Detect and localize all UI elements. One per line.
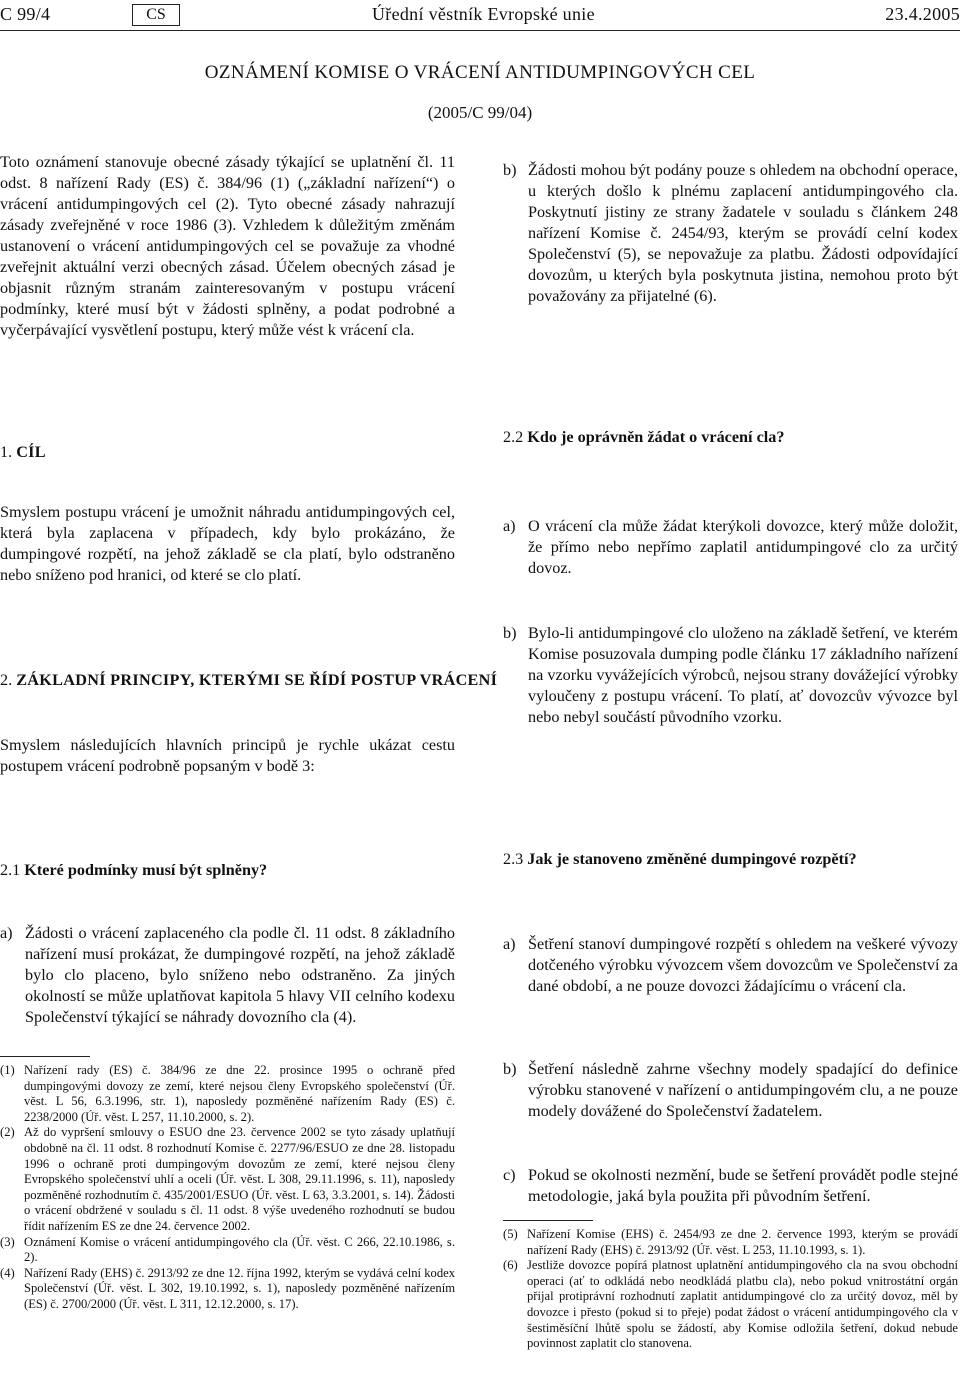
section-2-text: Smyslem následujících hlavních principů je rychle ukázat cestu postupem vrácení podrobně popsaným v bodě 3: [0, 736, 455, 775]
s23-a-label: a) [503, 935, 516, 953]
s21-item-a [0, 923, 455, 1028]
footnote-text: Oznámení Komise o vrácení antidumpingového cla (Úř. věst. C 266, 22.10.1986, s. 2). [24, 1234, 455, 1265]
s22-a-text: O vrácení cla může žádat kterýkoli dovozce, který může doložit, že přímo nebo nepřímo zaplatil antidumpingové clo za určitý dovoz. [528, 517, 958, 577]
section-1-heading [0, 443, 46, 462]
s22-b-text: Bylo-li antidumpingové clo uloženo na základě šetření, ve kterém Komise posuzovala dumping podle článku 17 základního nařízení na vzorku vyvážejících výrobců, nejsou strany dovážející výrobky vyloučeny z postupu vrácení. To platí, ať dovozcův vývozce byl nebo nebyl součástí původního vzorku. [528, 624, 958, 726]
footnote-text: Nařízení rady (ES) č. 384/96 ze dne 22. prosince 1995 o ochraně před dumpingovými dovozy ze zemí, které nejsou členy Evropského společenství (Úř. věst. L 56, 6.3.1996, str. 1), naposledy pozměněné nařízením Rady (ES) č. 2238/2000 (Úř. věst. L 257, 11.10.2000, s. 2). [24, 1063, 455, 1124]
s23-b-label: b) [503, 1060, 517, 1078]
footnote-number: (1) [0, 1063, 15, 1077]
s21-b-label: b) [503, 161, 517, 179]
s23-a-text: Šetření stanoví dumpingové rozpětí s ohledem na veškeré vývozy dotčeného výrobku vývozcem všem dovozcům ve Společenství za dané období, a ne pouze dovozci žádajícímu o vrácení cla. [528, 935, 958, 995]
footnote-number: (5) [503, 1227, 518, 1241]
section-23-number: 2.3 [503, 850, 524, 868]
s21-a-label: a) [0, 924, 13, 942]
section-1-number: 1. [0, 443, 13, 461]
section-1-body [0, 502, 455, 586]
s23-item-a [503, 934, 958, 997]
footnote-number: (4) [0, 1265, 15, 1280]
s21-a-text: Žádosti o vrácení zaplaceného cla podle čl. 11 odst. 8 základního nařízení musí prokázat, že dumpingové rozpětí, na jehož základě bylo clo placeno, bylo sníženo nebo odstraněno. Za jiných okolností se může uplatňovat kapitola 5 hlavy VII celního kodexu Společenství týkající se náhrady dovozního cla (4). [25, 924, 455, 1026]
section-23-heading [503, 850, 857, 869]
footnote-number: (2) [0, 1125, 15, 1140]
footnote-rule-right [503, 1220, 593, 1221]
footnote-rule-left [0, 1056, 90, 1057]
section-2-body [0, 735, 455, 777]
notice-title: OZNÁMENÍ KOMISE O VRÁCENÍ ANTIDUMPINGOVÝCH CEL [204, 62, 756, 83]
s21-b-text: Žádosti mohou být podány pouze s ohledem na obchodní operace, u kterých došlo k plnému zaplacení antidumpingového cla. Poskytnutí jistiny ze strany žadatele v souladu s článkem 248 nařízení Komise č. 2454/93, kterým se provádí celní kodex Společenství (5), se nepovažuje za platbu. Žádosti odpovídající dovozům, u kterých byla poskytnuta jistina, nemohou proto být považovány za přijatelné (6). [528, 161, 958, 305]
footnote-text: Jestliže dovozce popírá platnost uplatnění antidumpingového cla na svou obchodní operaci (ať to odkládá nebo neodkládá platbu cla), nebo pokud vnitrostátní orgán přijal protiprávní rozhodnutí zaplatit antidumpingové clo za určitý dovoz, měl by dovozce i přesto (pokud si to přeje) podat žádost o vrácení antidumpingového cla v šestiměsíční lhůtě spolu se žádostí, aby Komise odložila šetření, dokud nebude povinnost zaplatit clo stanovena. [527, 1258, 958, 1351]
s22-b-label: b) [503, 624, 517, 642]
footnote-text: Až do vypršení smlouvy o ESUO dne 23. července 2002 se tyto zásady uplatňují obdobně na čl. 11 odst. 8 rozhodnutí Komise č. 2277/96/ESUO ze dne 28. listopadu 1996 o ochraně proti dumpingovým dovozům ze zemí, které nejsou členy Evropského společenství uhlí a oceli (Úř. věst. L 308, 29.11.1996, s. 11), naposledy pozměněné rozhodnutím č. 435/2001/ESUO (Úř. věst. L 63, 3.3.2001, s. 14). Žádosti o vrácení obdržené v souladu s čl. 11 odst. 8 výše uvedeného rozhodnutí se budou řídit nařízením ES ze dne 24. července 2002. [24, 1125, 455, 1233]
s23-item-c [503, 1165, 958, 1207]
s23-b-text: Šetření následně zahrne všechny modely spadající do definice výrobku stanovené v nařízení o antidumpingovém clu, a ne pouze modely dovážené do Společenství žadatelem. [528, 1060, 958, 1120]
notice-reference: (2005/C 99/04) [427, 103, 533, 122]
s23-c-label: c) [503, 1166, 516, 1184]
s22-item-b [503, 623, 958, 728]
s22-a-label: a) [503, 517, 516, 535]
section-22-heading [503, 428, 784, 447]
section-2-number: 2. [0, 671, 13, 689]
footnote [0, 1125, 455, 1234]
section-21-title: Které podmínky musí být splněny? [24, 861, 268, 879]
section-22-title: Kdo je oprávněn žádat o vrácení cla? [527, 428, 785, 446]
header-rule [0, 30, 960, 31]
footnote-text: Nařízení Komise (EHS) č. 2454/93 ze dne 2. července 1993, kterým se provádí nařízení Rady (EHS) č. 2913/92 (Úř. věst. L 253, 11.10.1993, s. 1). [527, 1227, 958, 1257]
footnotes-right [503, 1227, 958, 1352]
section-2-heading [0, 671, 497, 690]
footnote-number: (3) [0, 1234, 15, 1249]
s23-c-text: Pokud se okolnosti nezmění, bude se šetření provádět podle stejné metodologie, jaká byla použita při původním šetření. [528, 1166, 958, 1205]
section-21-number: 2.1 [0, 861, 21, 879]
section-22-number: 2.2 [503, 428, 524, 446]
issue-date: 23.4.2005 [885, 4, 960, 24]
section-1-title: CÍL [16, 443, 46, 461]
s22-item-a [503, 516, 958, 579]
language-badge: CS [132, 4, 180, 26]
section-1-text: Smyslem postupu vrácení je umožnit náhradu antidumpingových cel, která byla zaplacena v případech, kdy bylo prokázáno, že dumpingové rozpětí, na jehož základě se cla platí, bylo odstraněno nebo sníženo pod hranici, od které se clo platí. [0, 503, 455, 584]
footnote [0, 1266, 455, 1313]
s23-item-b [503, 1059, 958, 1122]
footnotes-left [0, 1063, 455, 1313]
footnote [0, 1063, 455, 1125]
journal-name: Úřední věstník Evropské unie [372, 4, 595, 24]
footnote [0, 1235, 455, 1266]
section-21-heading [0, 861, 267, 880]
intro-paragraph [0, 152, 455, 341]
section-23-title: Jak je stanoveno změněné dumpingové rozpětí? [527, 850, 857, 868]
footnote-number: (6) [503, 1258, 518, 1273]
footnote-text: Nařízení Rady (EHS) č. 2913/92 ze dne 12. října 1992, kterým se vydává celní kodex Společenství (Úř. věst. L 302, 19.10.1992, s. 1), naposledy pozměněné nařízením (ES) č. 2700/2000 (Úř. věst. L 311, 12.12.2000, s. 17). [24, 1265, 455, 1311]
s21-item-b [503, 160, 958, 307]
page-number: C 99/4 [0, 4, 51, 24]
footnote [503, 1258, 958, 1352]
footnote [503, 1227, 958, 1258]
section-2-title: ZÁKLADNÍ PRINCIPY, KTERÝMI SE ŘÍDÍ POSTUP VRÁCENÍ [16, 671, 498, 689]
intro-text: Toto oznámení stanovuje obecné zásady týkající se uplatnění čl. 11 odst. 8 nařízení Rady (ES) č. 384/96 (1) („základní nařízení“) o vrácení antidumpingových cel (2). Tyto obecné zásady nahrazují zásady zveřejněné v roce 1986 (3). Vzhledem k důležitým změnám ustanovení o vrácení antidumpingových cel se považuje za vhodné zveřejnit aktuální verzi obecných zásad. Účelem obecných zásad je objasnit různým stranám zainteresovaným v postupu vrácení podmínky, které musí být v žádosti splněny, a podat podrobné a vyčerpávající vysvětlení postupu, který může vést k vrácení cla. [0, 153, 455, 339]
